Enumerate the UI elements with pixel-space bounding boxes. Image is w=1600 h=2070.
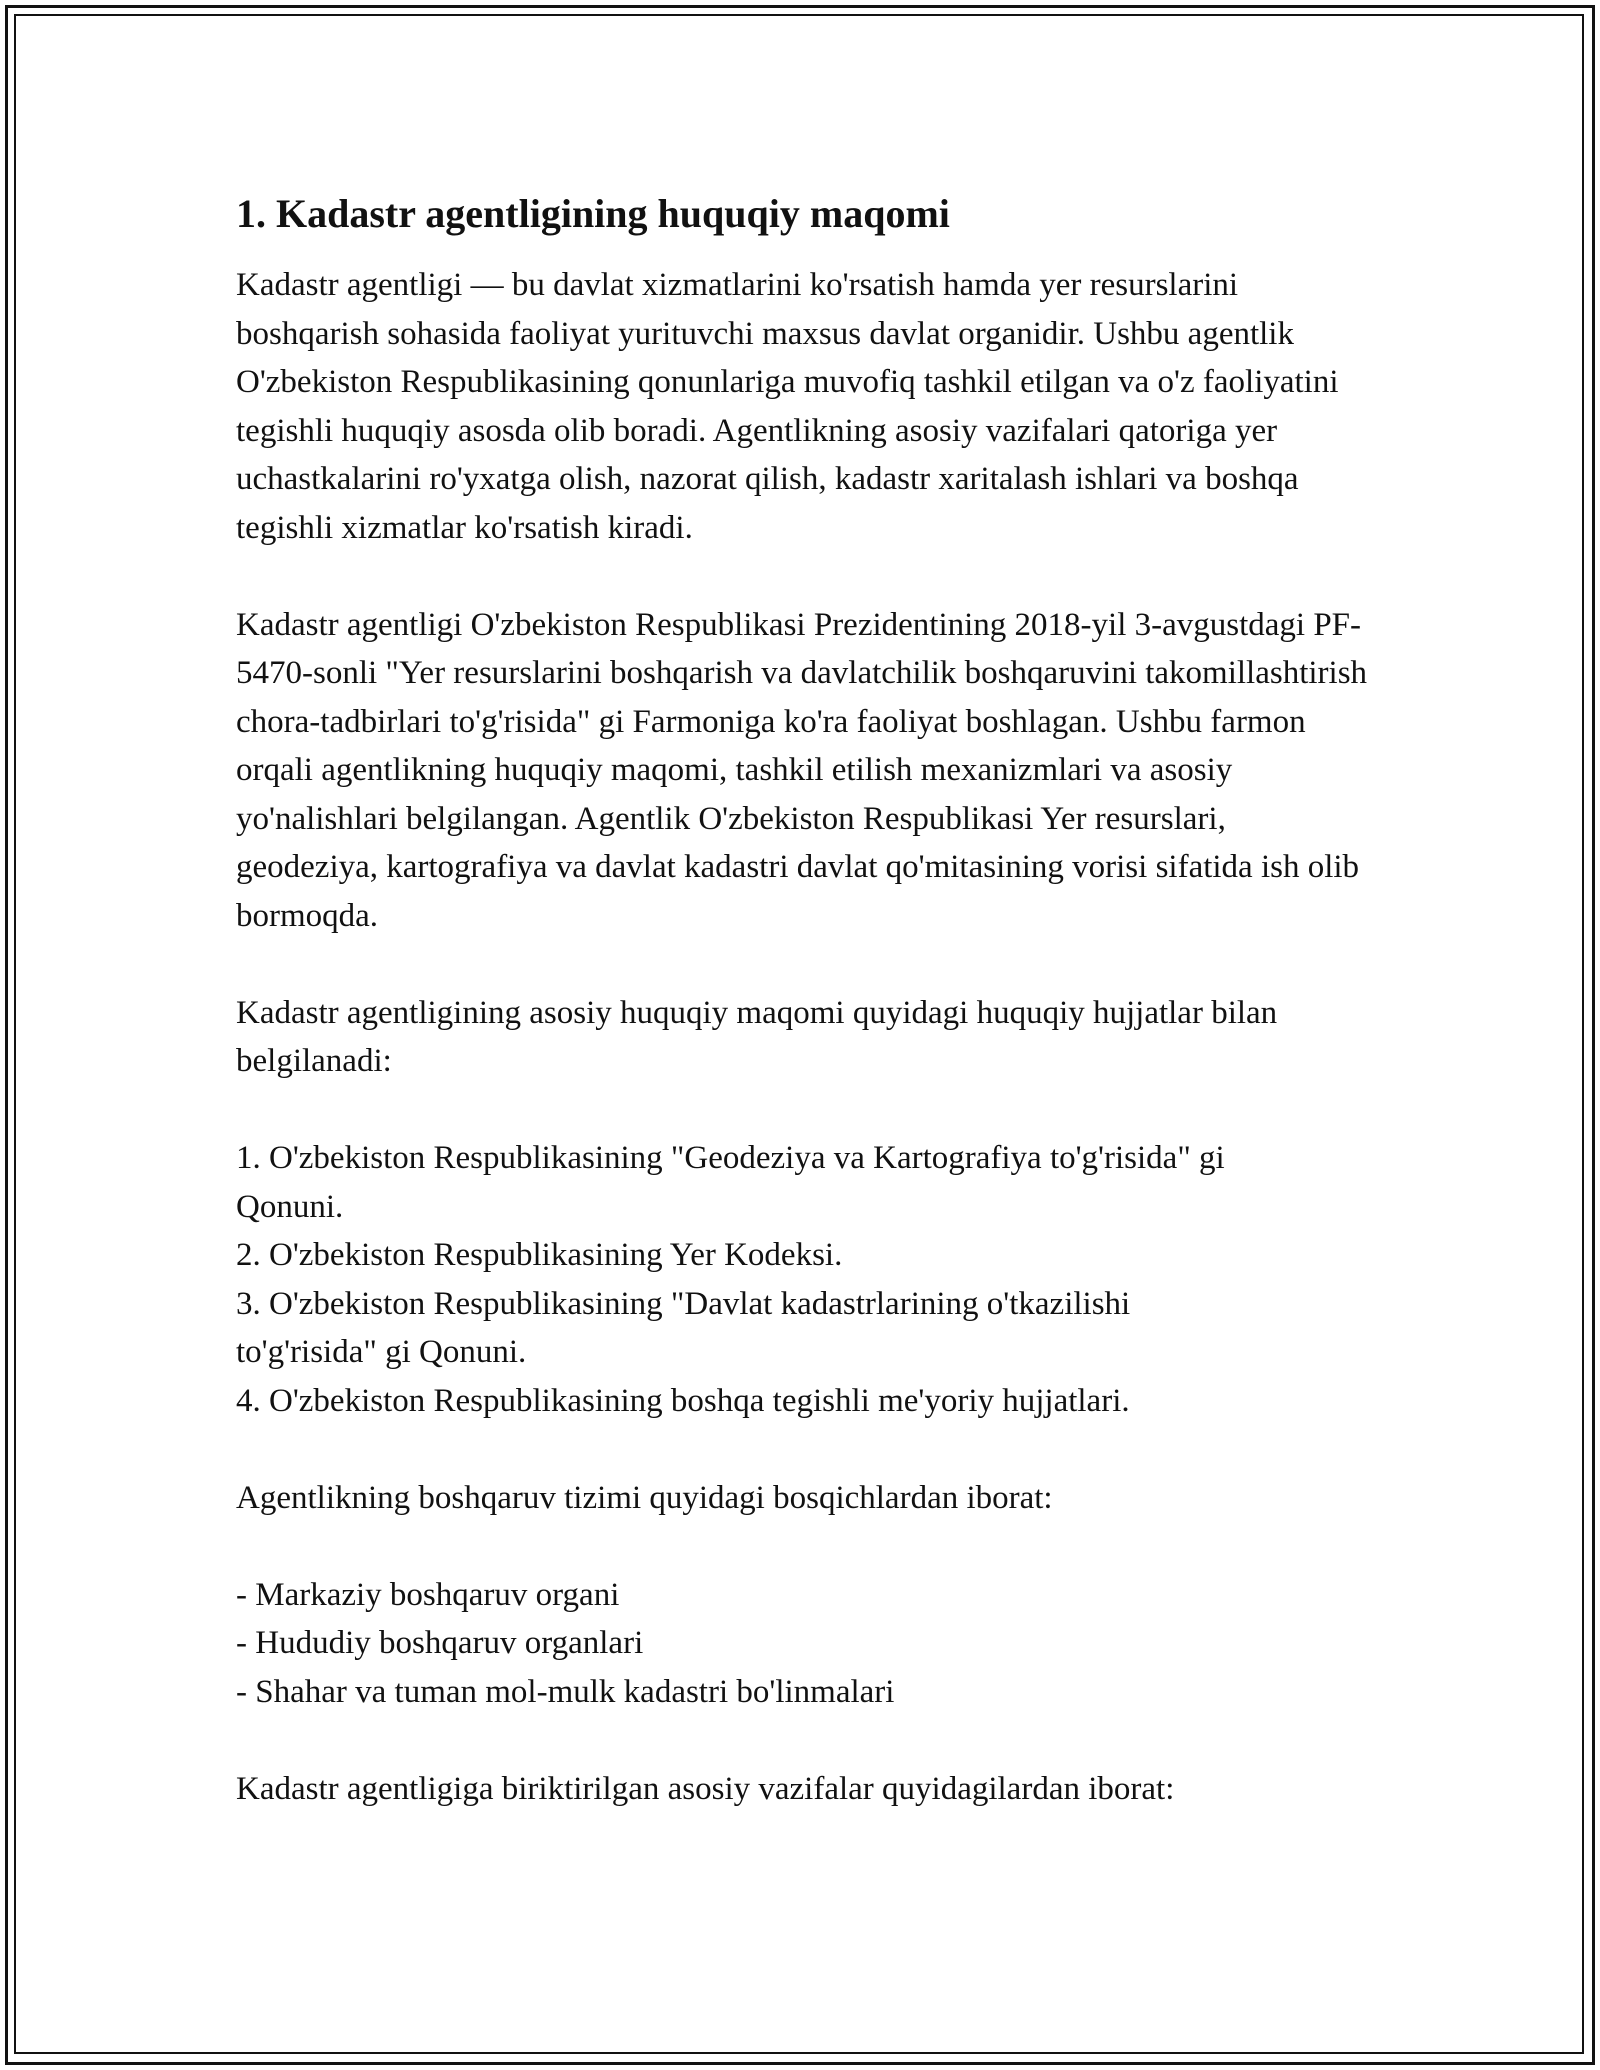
list-item: - Markaziy boshqaruv organi	[236, 1576, 620, 1613]
paragraph-tasks-intro: Kadastr agentligiga biriktirilgan asosiy vazifalar quyidagilardan iborat:	[236, 1770, 1175, 1807]
list-item: 4. O'zbekiston Respublikasining boshqa tegishli me'yoriy hujjatlari.	[236, 1382, 1130, 1419]
paragraph-spacer	[236, 1086, 1376, 1135]
paragraph-spacer	[236, 940, 1376, 989]
legal-documents-list	[236, 1134, 1376, 1425]
list-item: 2. O'zbekiston Respublikasining Yer Kodeksi.	[236, 1237, 843, 1273]
list-item: 3. O'zbekiston Respublikasining "Davlat kadastrlarining o'tkazilishi	[236, 1285, 1131, 1322]
management-levels-list	[236, 1571, 1376, 1717]
paragraph-agency-definition: Kadastr agentligi — bu davlat xizmatlarini ko'rsatish hamda yer resurslarini boshqarish sohasida faoliyat yurituvchi maxsus davlat organidir. Ushbu agentlik O'zbekiston Respublikasining qonunlariga muvofiq tashkil etilgan va o'z faoliyatini tegishli huquqiy asosda olib boradi. Agentlikning asosiy vazifalari qatoriga yer uchastkalarini ro'yxatga olish, nazorat qilish, kadastr xaritalash ishlari va boshqa tegishli xizmatlar ko'rsatish kiradi.	[236, 267, 1339, 546]
paragraph-presidential-decree: Kadastr agentligi O'zbekiston Respublikasi Prezidentining 2018-yil 3-avgustdagi PF-5470-sonli "Yer resurslarini boshqarish va davlatchilik boshqaruvini takomillashtirish chora-tadbirlari to'g'risida" gi Farmoniga ko'ra faoliyat boshlagan. Ushbu farmon orqali agentlikning huquqiy maqomi, tashkil etilish mexanizmlari va asosiy yo'nalishlari belgilangan. Agentlik O'zbekiston Respublikasi Yer resurslari, geodeziya, kartografiya va davlat kadastri davlat qo'mitasining vorisi sifatida ish olib bormoqda.	[236, 606, 1368, 934]
paragraph-spacer	[236, 1425, 1376, 1474]
paragraph-spacer	[236, 552, 1376, 601]
paragraph-legal-basis-intro: Kadastr agentligining asosiy huquqiy maqomi quyidagi huquqiy hujjatlar bilan belgilanadi:	[236, 994, 1278, 1079]
list-item-continuation: Qonuni.	[236, 1188, 344, 1225]
list-item: 1. O'zbekiston Respublikasining "Geodeziya va Kartografiya to'g'risida" gi	[236, 1140, 1225, 1176]
section-title: 1. Kadastr agentligining huquqiy maqomi	[236, 191, 950, 236]
list-item: - Hududiy boshqaruv organlari	[236, 1625, 644, 1661]
paragraph-spacer	[236, 1716, 1376, 1765]
document-body	[236, 188, 1376, 1813]
paragraph-management-intro: Agentlikning boshqaruv tizimi quyidagi bosqichlardan iborat:	[236, 1479, 1053, 1516]
list-item-continuation: to'g'risida" gi Qonuni.	[236, 1334, 527, 1370]
list-item: - Shahar va tuman mol-mulk kadastri bo'linmalari	[236, 1673, 895, 1710]
paragraph-spacer	[236, 1522, 1376, 1571]
